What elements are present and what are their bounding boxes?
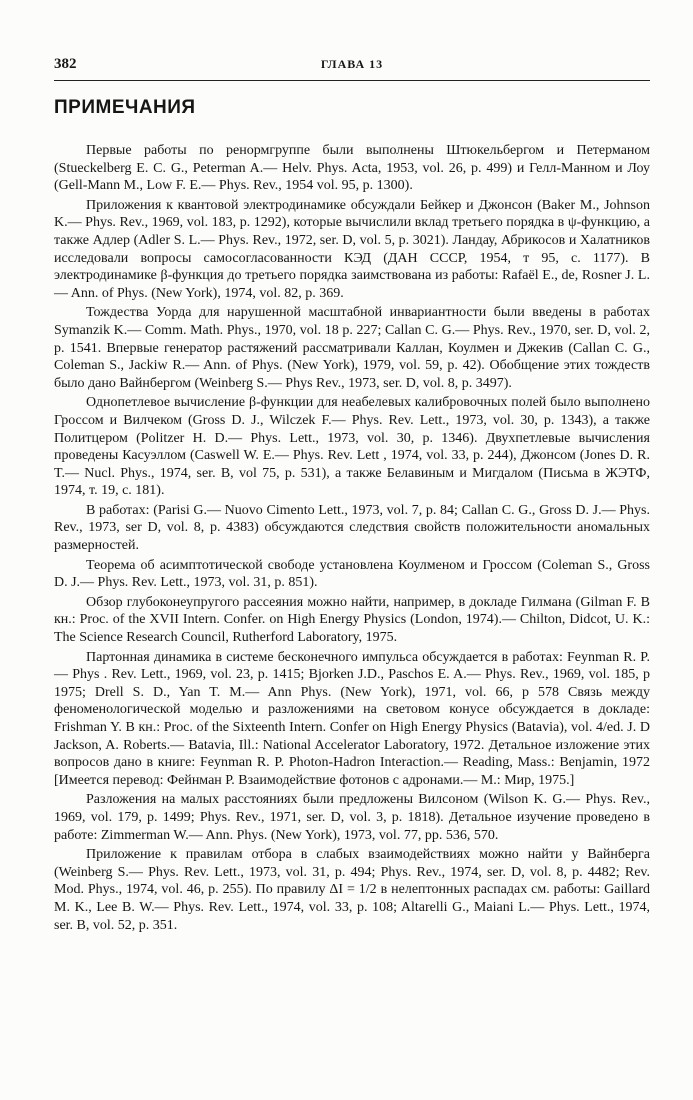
running-head: ГЛАВА 13	[320, 57, 384, 71]
page-header	[54, 56, 650, 78]
note-paragraph-9: Разложения на малых расстояниях были предложены Вилсоном (Wilson K. G.— Phys. Rev., 1969, vol. 179, p. 1499; Phys. Rev., 1971, ser. D, vol. 3, p. 1818). Детальное изучение проведено в работе: Zimmerman W.— Ann. Phys. (New York), 1973, vol. 77, pp. 536, 570.	[54, 792, 650, 843]
section-title: ПРИМЕЧАНИЯ	[54, 97, 196, 118]
note-paragraph-3: Тождества Уорда для нарушенной масштабной инвариантности были введены в работах Symanzik K.— Comm. Math. Phys., 1970, vol. 18 p. 227; Callan C. G.— Phys. Rev., 1970, ser. D, vol. 2, p. 1541. Впервые генератор растяжений рассматривали Каллан, Коулмен и Джекив (Callan C. G., Coleman S., Jackiw R.— Ann. of Phys. (New York), 1979, vol. 59, p. 42). Обобщение этих тождеств было дано Вайнбергом (Weinberg S.— Phys Rev., 1973, ser. D, vol. 8, p. 3497).	[54, 305, 650, 391]
note-paragraph-8: Партонная динамика в системе бесконечного импульса обсуждается в работах: Feynman R. P.— Phys . Rev. Lett., 1969, vol. 23, p. 1415; Bjorken J.D., Paschos E. A.— Phys. Rev., 1969, vol. 185, p 1975; Drell S. D., Yan T. M.— Ann Phys. (New York), 1971, vol. 66, p 578 Связь между феноменологической моделью и разложениями на световом конусе обсуждается в докладе: Frishman Y. В кн.: Proc. of the Sixteenth Intern. Confer on High Energy Physics (Batavia), vol. 4/ed. J. D Jackson, A. Roberts.— Batavia, Ill.: National Accelerator Laboratory, 1972. Детальное изложение этих вопросов дано в книге: Feynman R. P. Photon-Hadron Interaction.— Reading, Mass.: Benjamin, 1972 [Имеется перевод: Фейнман Р. Взаимодействие фотонов с адронами.— М.: Мир, 1975.]	[54, 649, 650, 788]
note-paragraph-1: Первые работы по ренормгруппе были выполнены Штюкельбергом и Петерманом (Stueckelberg E. C. G., Peterman A.— Helv. Phys. Acta, 1953, vol. 26, p. 499) и Гелл-Манном и Лоу (Gell-Mann M., Low F. E.— Phys. Rev., 1954 vol. 95, p. 1300).	[54, 143, 650, 194]
note-paragraph-7: Обзор глубоконеупругого рассеяния можно найти, например, в докладе Гилмана (Gilman F. В кн.: Proc. of the XVII Intern. Confer. on High Energy Physics (London, 1974).— Chilton, Didcot, U. K.: The Science Research Council, Rutherford Laboratory, 1975.	[54, 594, 650, 646]
note-paragraph-4: Однопетлевое вычисление β-функции для неабелевых калибровочных полей было выполнено Гроссом и Вилчеком (Gross D. J., Wilczek F.— Phys. Rev. Lett., 1973, vol. 30, p. 1343), а также Политцером (Politzer H. D.— Phys. Lett., 1973, vol. 30, p. 1346). Двухпетлевые вычисления проведены Касуэллом (Caswell W. E.— Phys. Rev. Lett , 1974, vol. 33, p. 244), Джонсом (Jones D. R. T.— Nucl. Phys., 1974, ser. B, vol 75, p. 531), а также Белавиным и Мигдалом (Письма в ЖЭТФ, 1974, т. 19, с. 181).	[54, 395, 650, 499]
page-number: 382	[54, 56, 77, 72]
note-paragraph-5: В работах: (Parisi G.— Nuovo Cimento Lett., 1973, vol. 7, p. 84; Callan C. G., Gross D. J.— Phys. Rev., 1973, ser D, vol. 8, p. 4383) обсуждаются следствия свойств положительности аномальных размерностей.	[54, 502, 650, 554]
notes-body	[54, 142, 650, 934]
note-paragraph-2: Приложения к квантовой электродинамике обсуждали Бейкер и Джонсон (Baker M., Johnson K.— Phys. Rev., 1969, vol. 183, p. 1292), которые вычислили вклад третьего порядка в ψ-функцию, а также Адлер (Adler S. L.— Phys. Rev., 1972, ser. D, vol. 5, p. 3021). Ландау, Абрикосов и Халатников исследовали вопросы самосогласованности КЭД (ДАН СССР, 1954, т 95, с. 1177). В электродинамике β-функция до третьего порядка заимствована из работы: Rafaёl E., de, Rosner J. L.— Ann. of Phys. (New York), 1974, vol. 82, p. 369.	[54, 197, 650, 301]
note-paragraph-10: Приложение к правилам отбора в слабых взаимодействиях можно найти у Вайнберга (Weinberg S.— Phys. Rev. Lett., 1973, vol. 31, p. 494; Phys. Rev., 1974, ser. D, vol. 8, p. 4482; Rev. Mod. Phys., 1974, vol. 46, p. 255). По правилу ΔI = 1/2 в нелептонных распадах см. работы: Gaillard M. K., Lee B. W.— Phys. Rev. Lett., 1974, vol. 33, p. 108; Altarelli G., Maiani L.— Phys. Lett., 1974, ser. B, vol. 52, p. 351.	[54, 847, 650, 933]
note-paragraph-6: Теорема об асимптотической свободе установлена Коулменом и Гроссом (Coleman S., Gross D. J.— Phys. Rev. Lett., 1973, vol. 31, p. 851).	[54, 557, 650, 591]
header-rule	[54, 80, 650, 81]
